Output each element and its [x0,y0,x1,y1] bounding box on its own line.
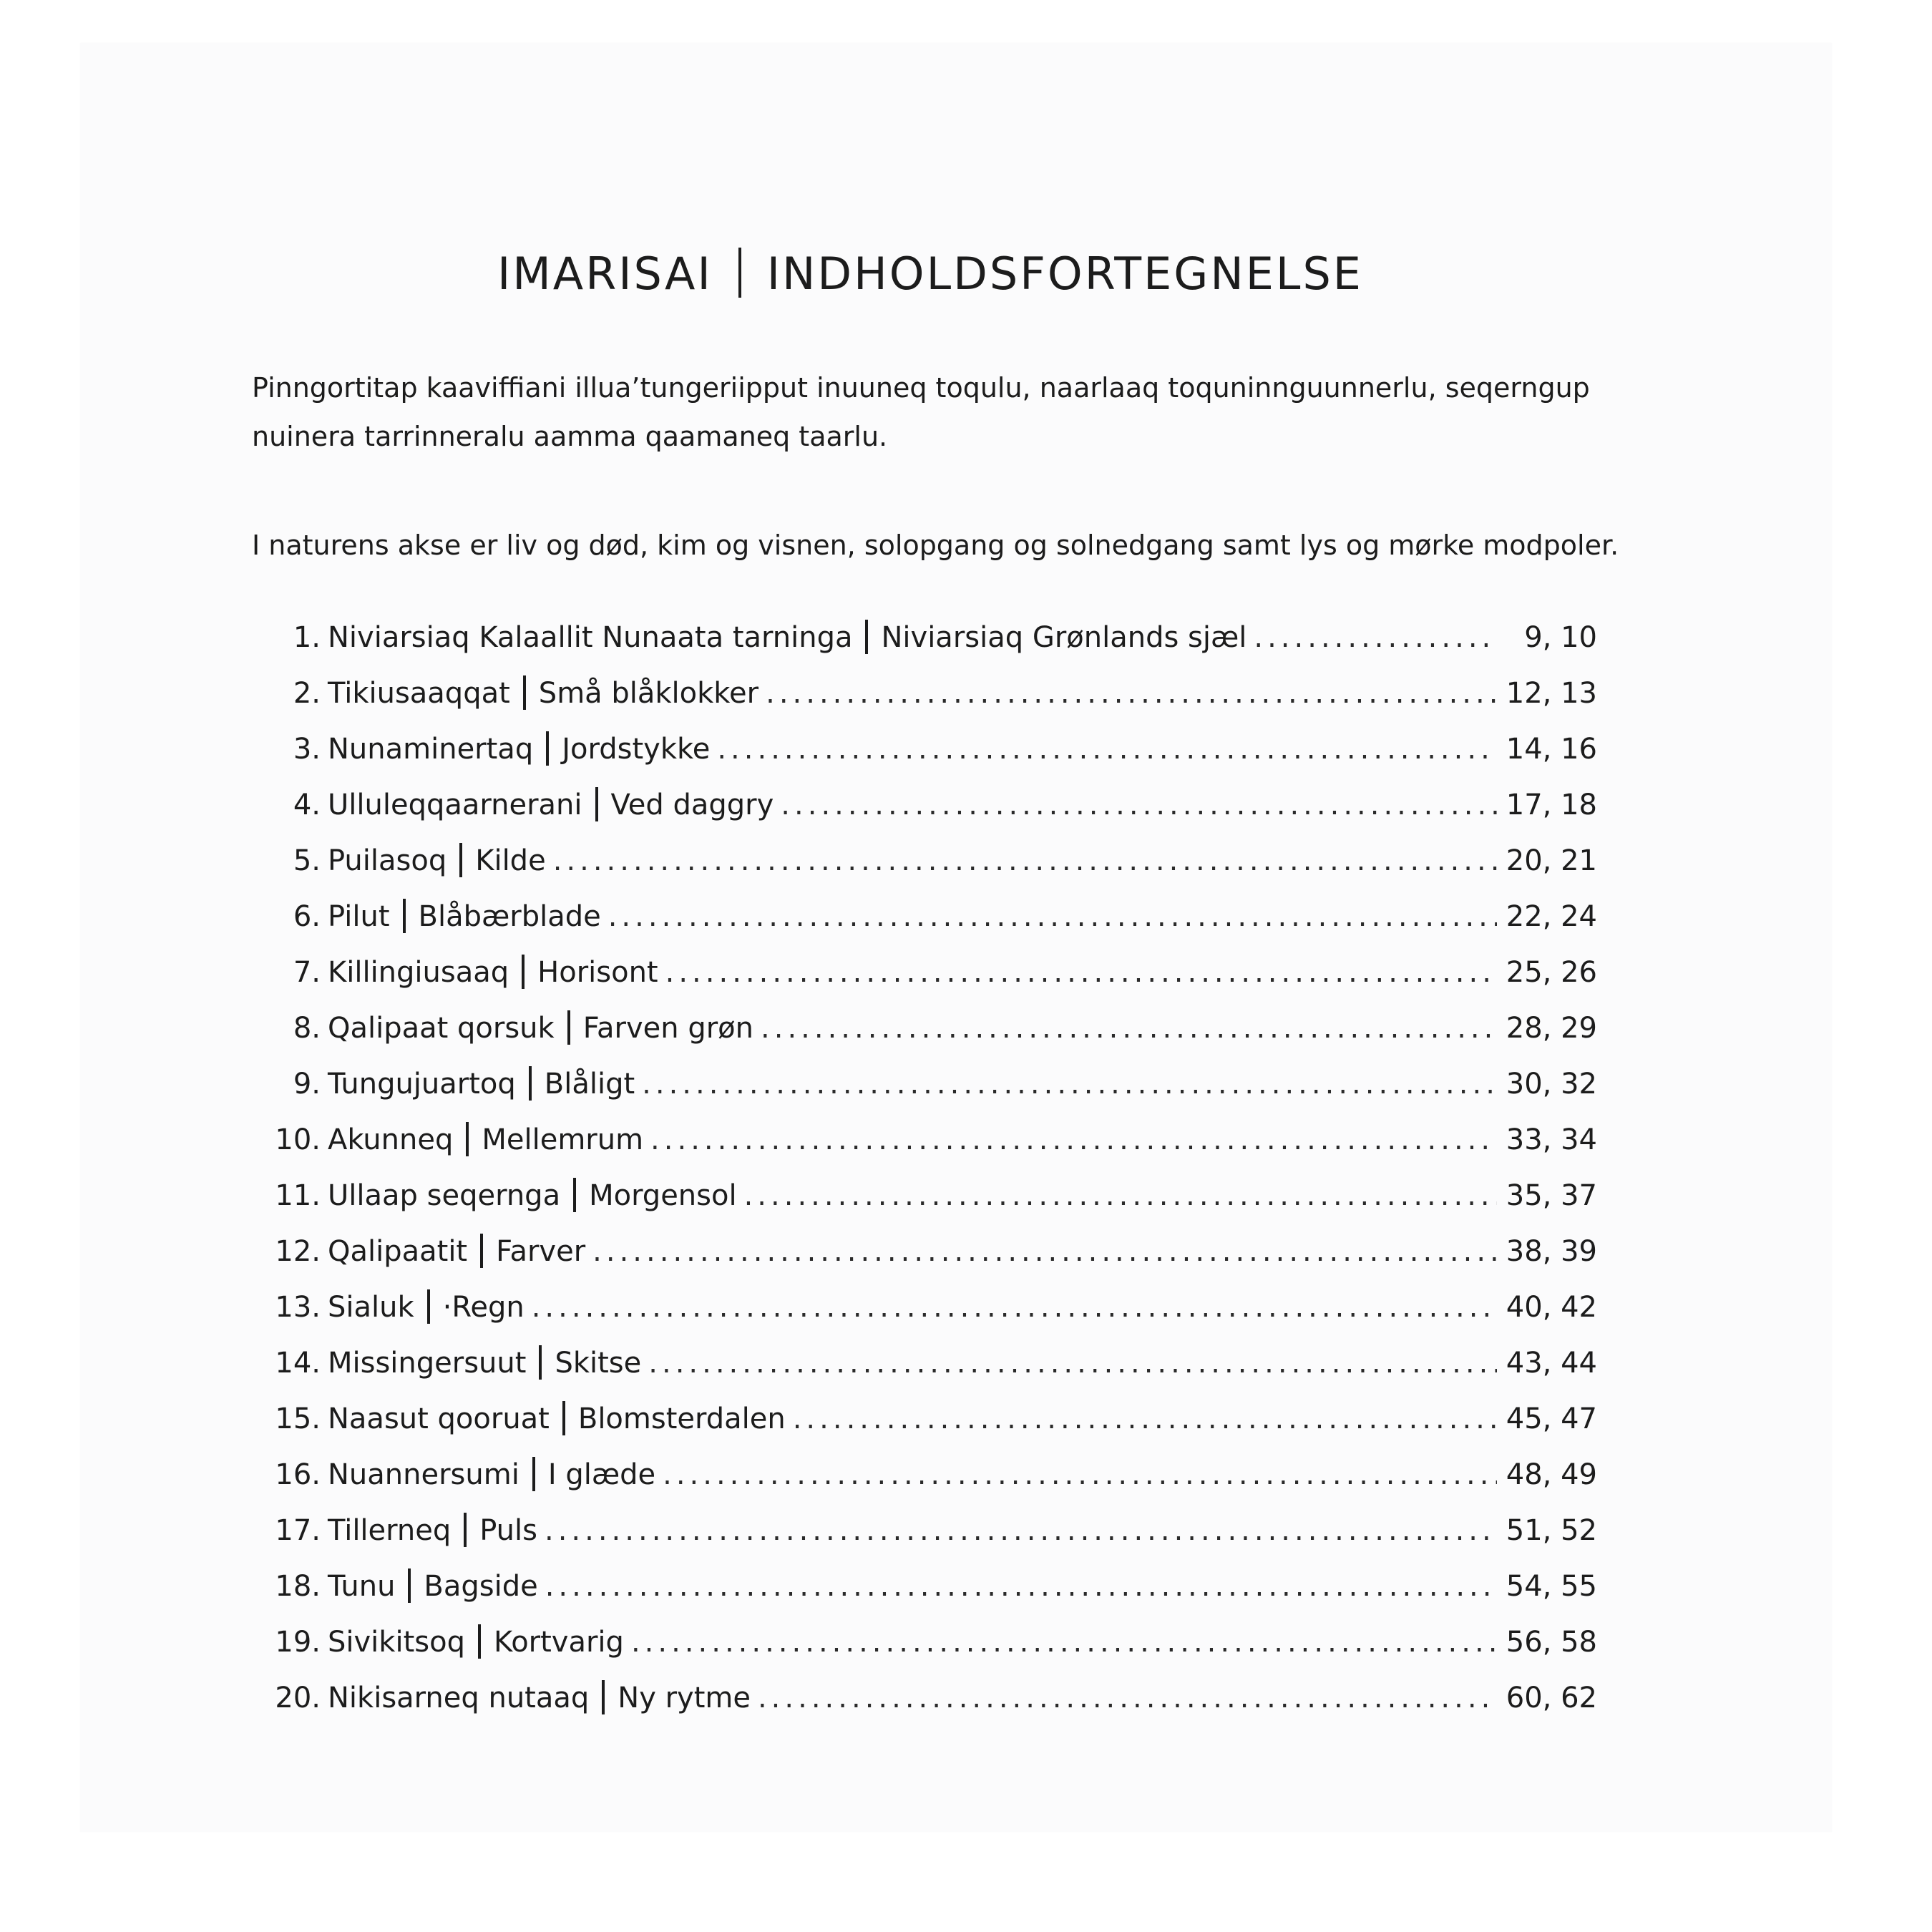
toc-entry-title-greenlandic: Killingiusaaq [328,956,509,989]
toc-entry-pages: 40, 42 [1506,1291,1597,1324]
toc-entry [252,1234,1597,1289]
toc-dot-leader [631,1626,1497,1659]
toc-entry [252,843,1597,899]
toc-entry-number: 16. [275,1458,321,1491]
toc-entry-title [323,1513,537,1547]
toc-entry-title-danish: Bagside [424,1570,538,1603]
toc-entry-title-danish: Morgensol [589,1179,737,1212]
toc-dot-leader [553,844,1497,877]
toc-entry [252,955,1597,1010]
toc-entry-pages: 20, 21 [1506,844,1597,877]
toc-entry-title [323,1457,655,1491]
toc-entry-title-greenlandic: Naasut qooruat [328,1402,550,1435]
toc-entry-title-danish: Ved daggry [610,789,774,821]
toc-entry-title-danish: Jordstykke [562,733,711,766]
toc-entry-number: 11. [275,1179,321,1212]
toc-dot-leader [592,1235,1497,1268]
toc-entry-pages: 9, 10 [1524,621,1597,654]
toc-entry [252,1513,1597,1568]
toc-dot-leader [761,1012,1497,1045]
toc-entry-title-danish: Farven grøn [582,1012,754,1045]
toc-entry [252,1624,1597,1680]
toc-entry-pages: 28, 29 [1506,1012,1597,1045]
toc-entry-pages: 17, 18 [1506,789,1597,821]
toc-entry-number: 7. [293,956,321,989]
toc-dot-leader [608,900,1497,933]
toc-entry-separator [403,899,406,933]
toc-entry-pages: 38, 39 [1506,1235,1597,1268]
toc-entry-separator [459,843,462,877]
toc-entry-title-greenlandic: Tunu [328,1570,396,1603]
toc-entry-separator [480,1234,483,1268]
intro-danish: I naturens akse er liv og død, kim og visnen, solopgang og solnedgang samt lys og mørke modpoler. [252,530,1619,561]
toc-entry-pages: 30, 32 [1506,1068,1597,1101]
toc-dot-leader [642,1068,1497,1101]
toc-entry-separator [539,1345,542,1380]
toc-entry-title-danish: Niviarsiaq Grønlands sjæl [881,621,1247,654]
toc-entry [252,1178,1597,1234]
toc-entry-title [323,675,758,710]
toc-entry-pages: 48, 49 [1506,1458,1597,1491]
toc-entry-pages: 33, 34 [1506,1123,1597,1156]
toc-entry-number: 6. [293,900,321,933]
toc-entry-title [323,731,710,766]
toc-entry-pages: 12, 13 [1506,677,1597,710]
toc-dot-leader [663,1458,1497,1491]
toc-entry-pages: 60, 62 [1506,1682,1597,1714]
toc-entry-title [323,1066,635,1101]
toc-entry-number: 9. [293,1068,321,1101]
toc-entry-pages: 43, 44 [1506,1347,1597,1380]
toc-entry-title [323,955,658,989]
toc-entry-title-greenlandic: Ulluleqqaarnerani [328,789,582,821]
toc-entry-title-danish: Puls [479,1514,537,1547]
toc-entry-title-greenlandic: Ullaap seqernga [328,1179,561,1212]
toc-entry-title-danish: Skitse [555,1347,642,1380]
toc-entry [252,899,1597,955]
toc-dot-leader [665,956,1497,989]
toc-entry-title [323,1401,786,1435]
toc-entry [252,1568,1597,1624]
toc-entry-separator [478,1624,481,1659]
intro-greenlandic-line-2: nuinera tarrinneralu aamma qaamaneq taarlu. [252,421,888,452]
toc-entry-pages: 22, 24 [1506,900,1597,933]
toc-entry-separator [546,731,549,766]
toc-entry [252,1401,1597,1457]
toc-entry-separator [523,675,526,710]
toc-entry-number: 13. [275,1291,321,1324]
toc-entry-number: 20. [275,1682,321,1714]
toc-entry-title-greenlandic: Nikisarneq nutaaq [328,1682,590,1714]
toc-entry-title-danish: Små blåklokker [538,677,759,710]
toc-entry [252,1122,1597,1178]
toc-entry-pages: 35, 37 [1506,1179,1597,1212]
toc-entry-title [323,1178,737,1212]
toc-entry-title [323,1345,641,1380]
toc-dot-leader [717,733,1497,766]
toc-entry-title-greenlandic: Akunneq [328,1123,454,1156]
toc-entry-number: 3. [293,733,321,766]
toc-entry-number: 4. [293,789,321,821]
toc-dot-leader [766,677,1497,710]
page-title [0,248,1860,300]
toc-entry-title-greenlandic: Qalipaat qorsuk [328,1012,555,1045]
toc-dot-leader [545,1514,1497,1547]
title-separator [738,248,741,298]
toc-entry-title [323,787,774,821]
toc-entry-separator [567,1010,570,1045]
toc-entry-title-greenlandic: Missingersuut [328,1347,527,1380]
toc-entry-separator [464,1513,467,1547]
toc-entry [252,620,1597,675]
toc-entry-number: 2. [293,677,321,710]
toc-dot-leader [744,1179,1497,1212]
toc-dot-leader [532,1291,1497,1324]
toc-entry-separator [529,1066,532,1101]
toc-entry-title-danish: ·Regn [442,1291,525,1324]
toc-entry [252,675,1597,731]
toc-entry-title-greenlandic: Pilut [328,900,390,933]
toc-entry-pages: 14, 16 [1506,733,1597,766]
toc-entry-title-greenlandic: Puilasoq [328,844,447,877]
toc-entry-separator [408,1568,411,1603]
toc-entry-title-danish: Ny rytme [618,1682,751,1714]
toc-entry-separator [427,1289,430,1324]
toc-entry-number: 12. [275,1235,321,1268]
toc-entry-number: 8. [293,1012,321,1045]
toc-entry-title-danish: Mellemrum [482,1123,644,1156]
table-of-contents [252,620,1597,1736]
toc-entry-separator [532,1457,535,1491]
toc-entry-separator [595,787,598,821]
toc-dot-leader [758,1682,1497,1714]
toc-entry-title-danish: Kilde [475,844,546,877]
toc-entry-title [323,843,546,877]
toc-entry-title-danish: Horisont [537,956,658,989]
toc-entry-title-greenlandic: Niviarsiaq Kalaallit Nunaata tarninga [328,621,853,654]
toc-entry-title-greenlandic: Tungujuartoq [328,1068,516,1101]
toc-dot-leader [650,1123,1497,1156]
toc-entry-title [323,1234,585,1268]
toc-entry [252,731,1597,787]
toc-entry-title-danish: Blåligt [544,1068,635,1101]
toc-entry-title-danish: Kortvarig [493,1626,624,1659]
intro-greenlandic-line-1: Pinngortitap kaaviffiani illua’tungeriipput inuuneq toqulu, naarlaaq toquninnguunnerlu, seqerngup [252,372,1590,404]
toc-entry-pages: 54, 55 [1506,1570,1597,1603]
toc-entry-title-greenlandic: Nuannersumi [328,1458,519,1491]
toc-dot-leader [1254,621,1497,654]
toc-entry-pages: 25, 26 [1506,956,1597,989]
toc-entry-separator [522,955,525,989]
toc-entry [252,1066,1597,1122]
intro-greenlandic [252,364,1611,461]
toc-entry-title [323,1122,643,1156]
toc-entry-separator [602,1680,605,1714]
toc-entry-number: 14. [275,1347,321,1380]
toc-entry-separator [865,620,868,654]
toc-dot-leader [793,1402,1497,1435]
toc-entry [252,787,1597,843]
toc-entry-number: 10. [275,1123,321,1156]
title-danish: INDHOLDSFORTEGNELSE [766,248,1363,300]
toc-entry [252,1457,1597,1513]
toc-entry-pages: 45, 47 [1506,1402,1597,1435]
toc-entry-title-danish: Farver [496,1235,586,1268]
toc-entry [252,1010,1597,1066]
toc-entry-title [323,1624,624,1659]
toc-entry-title-greenlandic: Sialuk [328,1291,414,1324]
toc-entry-title-danish: Blomsterdalen [577,1402,786,1435]
toc-entry-title [323,1680,751,1714]
toc-dot-leader [648,1347,1497,1380]
toc-entry-separator [573,1178,576,1212]
toc-entry-title-danish: Blåbærblade [418,900,601,933]
toc-dot-leader [781,789,1497,821]
toc-dot-leader [545,1570,1497,1603]
toc-entry-separator [466,1122,469,1156]
toc-entry-title-greenlandic: Qalipaatit [328,1235,468,1268]
toc-entry-title [323,1010,753,1045]
toc-entry-number: 15. [275,1402,321,1435]
toc-entry-title-greenlandic: Tillerneq [328,1514,452,1547]
toc-entry-number: 5. [293,844,321,877]
toc-entry-title-danish: I glæde [547,1458,656,1491]
toc-entry-title [323,1289,525,1324]
toc-entry-number: 18. [275,1570,321,1603]
toc-entry [252,1289,1597,1345]
toc-entry-title-greenlandic: Sivikitsoq [328,1626,465,1659]
toc-entry-pages: 51, 52 [1506,1514,1597,1547]
toc-entry-title [323,899,601,933]
toc-entry-pages: 56, 58 [1506,1626,1597,1659]
toc-entry-title [323,1568,538,1603]
toc-entry [252,1680,1597,1736]
toc-entry-title [323,620,1246,654]
toc-entry-number: 17. [275,1514,321,1547]
toc-entry-separator [562,1401,565,1435]
toc-entry-title-greenlandic: Tikiusaaqqat [328,677,510,710]
toc-entry [252,1345,1597,1401]
toc-entry-number: 19. [275,1626,321,1659]
toc-entry-title-greenlandic: Nunaminertaq [328,733,534,766]
title-greenlandic: IMARISAI [497,248,713,300]
toc-entry-number: 1. [293,621,321,654]
